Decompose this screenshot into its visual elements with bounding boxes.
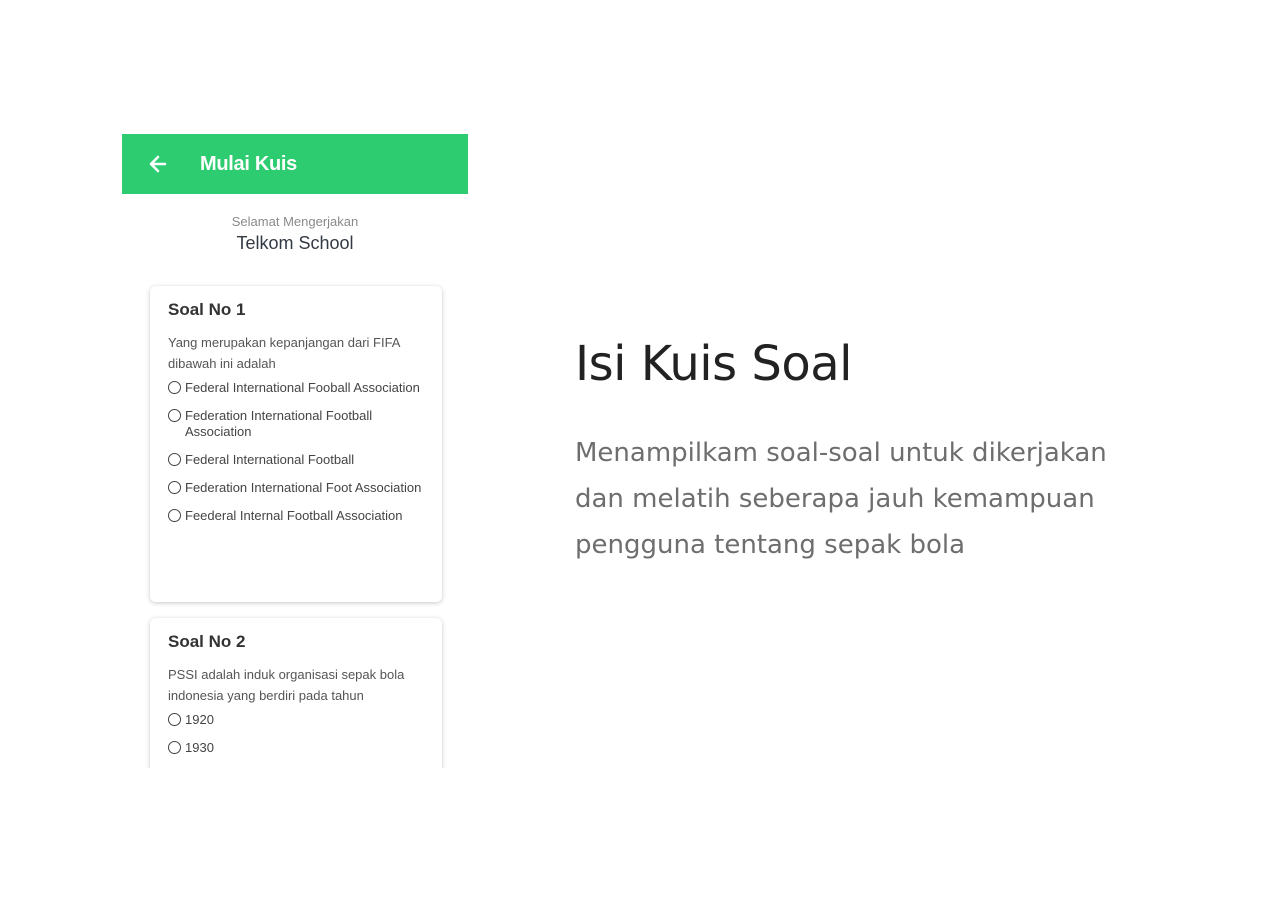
option-label: Feederal Internal Football Association [185,508,403,523]
radio-icon[interactable] [168,713,181,726]
option-label: 1920 [185,712,214,727]
radio-icon[interactable] [168,741,181,754]
app-bar-title: Mulai Kuis [200,152,298,175]
answer-option[interactable] [168,712,424,728]
greeting [122,214,468,254]
question-text: Yang merupakan kepanjangan dari FIFA dibawah ini adalah [168,335,400,371]
option-label: Federation International Football Association [185,408,373,439]
radio-icon[interactable] [168,381,181,394]
back-button[interactable] [140,146,176,182]
arrow-left-icon [148,154,168,174]
feature-title: Isi Kuis Soal [575,336,852,392]
radio-icon[interactable] [168,409,181,422]
question-card [150,618,442,768]
app-bar [122,134,468,194]
answer-option[interactable] [168,740,424,756]
radio-icon[interactable] [168,509,181,522]
question-card [150,286,442,602]
question-text: PSSI adalah induk organisasi sepak bola indonesia yang berdiri pada tahun [168,667,405,703]
question-title: Soal No 2 [168,632,246,651]
greeting-subtitle: Selamat Mengerjakan [231,214,359,229]
answer-option[interactable] [168,408,424,440]
option-label: Federation International Foot Association [185,480,422,495]
radio-icon[interactable] [168,481,181,494]
phone-screen [122,134,468,768]
question-title: Soal No 1 [168,300,246,319]
answer-option[interactable] [168,380,424,396]
feature-description: Menampilkam soal-soal untuk dikerjakan dan melatih seberapa jauh kemampuan pengguna tentang sepak bola [575,438,1107,560]
option-label: 1930 [185,740,214,755]
answer-option[interactable] [168,480,424,496]
answer-option[interactable] [168,508,424,524]
answer-option[interactable] [168,452,424,468]
option-label: Federal International Football [185,452,355,467]
radio-icon[interactable] [168,453,181,466]
option-label: Federal International Fooball Association [185,380,420,395]
school-name: Telkom School [236,233,354,253]
